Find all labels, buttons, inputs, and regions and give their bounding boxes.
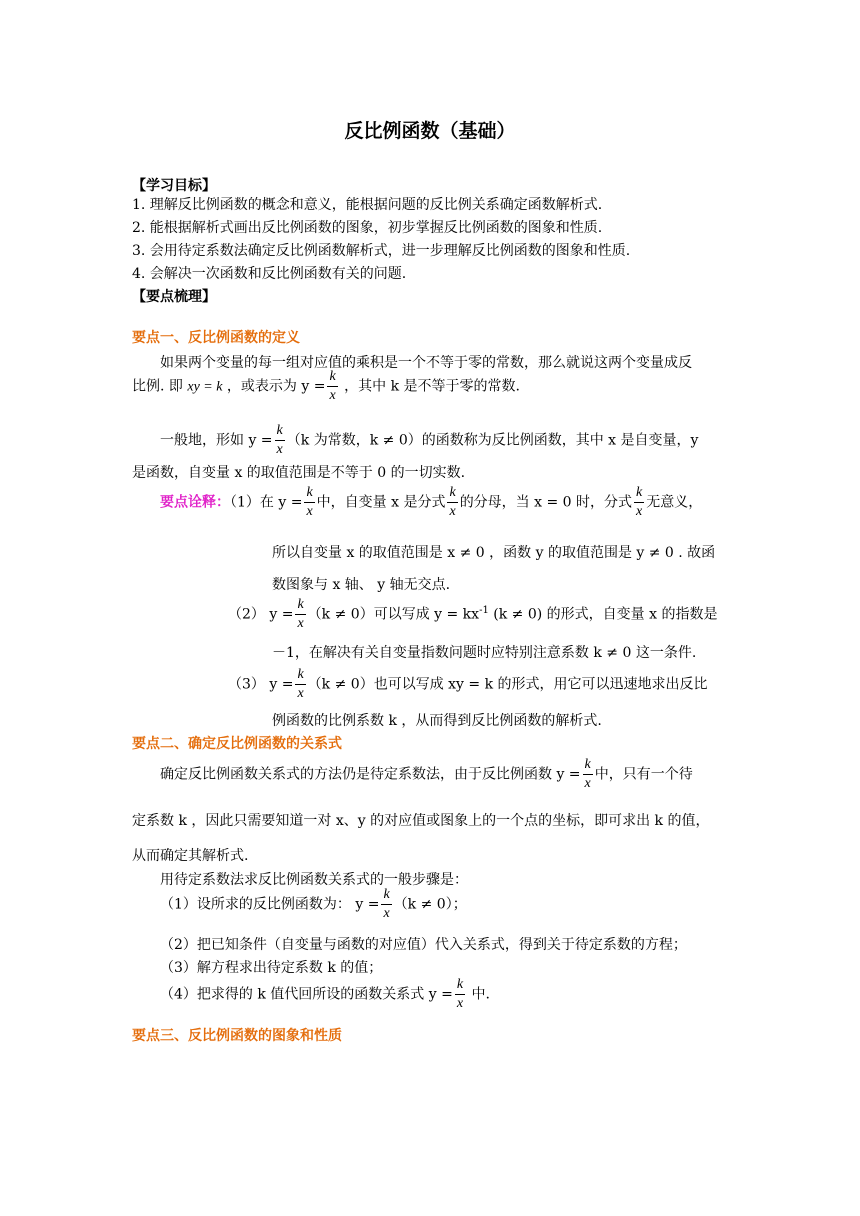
section2-paragraph: 定系数 k ，因此只需要知道一对 x、y 的对应值或图象上的一个点的坐标，即可求出 k 的值， (132, 813, 710, 829)
section2-paragraph: 确定反比例函数关系式的方法仍是待定系数法，由于反比例函数 y = $\frac{k}{x}$ 中，只有一个待 (160, 757, 693, 791)
section1-paragraph: 一般地，形如 y = $\frac{k}{x}$ （k 为常数，k ≠ 0）的函数称为反比例函数，其中 x 是自变量，y (160, 423, 699, 457)
section1-paragraph: 比例. 即 xy = k ，或表示为 y = $\frac{k}{x}$ ，其中 k 是不等于零的常数. (132, 369, 520, 403)
note-label: 要点诠释： (160, 494, 230, 511)
fraction-k-over-x: $\frac{k}{x}$ (456, 977, 464, 1011)
objective-item: 4. 会解决一次函数和反比例函数有关的问题. (132, 266, 407, 282)
note-3: （3） y = $\frac{k}{x}$ （k ≠ 0）也可以写成 xy = k 的形式，用它可以迅速地求出反比 (228, 667, 708, 701)
section2-heading: 要点二、确定反比例函数的关系式 (132, 736, 342, 752)
note-3-line: 例函数的比例系数 k ，从而得到反比例函数的解析式. (272, 713, 602, 729)
objective-item: 3. 会用待定系数法确定反比例函数解析式，进一步理解反比例函数的图象和性质. (132, 243, 631, 259)
fraction-k-over-x: $\frac{k}{x}$ (383, 887, 390, 921)
objective-item: 1. 理解反比例函数的概念和意义，能根据问题的反比例关系确定函数解析式. (132, 197, 603, 213)
fraction-k-over-x: $\frac{k}{x}$ (297, 667, 304, 701)
fraction-k-over-x: $\frac{k}{x}$ (329, 369, 336, 403)
note-1: 要点诠释：（1）在 y = $\frac{k}{x}$ 中，自变量 x 是分式 $\frac{k}{x}$ 的分母，当 x = 0 时，分式 $\frac{k}{x}$ 无意义， (160, 485, 703, 519)
section2-paragraph: 用待定系数法求反比例函数关系式的一般步骤是： (160, 872, 468, 888)
fraction-k-over-x: $\frac{k}{x}$ (584, 757, 591, 791)
section3-heading: 要点三、反比例函数的图象和性质 (132, 1028, 342, 1044)
section2-paragraph: 从而确定其解析式. (132, 848, 249, 864)
section1-paragraph: 如果两个变量的每一组对应值的乘积是一个不等于零的常数，那么就说这两个变量成反 (160, 355, 692, 371)
note-2: （2） y = $\frac{k}{x}$ （k ≠ 0）可以写成 $y = kx^{-1}$ (k ≠ 0) 的形式，自变量 x 的指数是 (228, 597, 718, 631)
step-3: （3）解方程求出待定系数 k 的值； (160, 960, 383, 976)
step-2: （2）把已知条件（自变量与函数的对应值）代入关系式，得到关于待定系数的方程； (160, 937, 687, 953)
fraction-k-over-x: $\frac{k}{x}$ (276, 423, 283, 457)
step-4: （4）把求得的 k 值代回所设的函数关系式 y = $\frac{k}{x}$ 中. (160, 977, 490, 1011)
section1-heading: 要点一、反比例函数的定义 (132, 330, 300, 346)
objectives-heading: 【学习目标】 (132, 178, 216, 194)
note-1-line: 所以自变量 x 的取值范围是 x ≠ 0 ，函数 y 的取值范围是 y ≠ 0 . 故函 (272, 545, 716, 561)
step-1: （1）设所求的反比例函数为： y = $\frac{k}{x}$ （k ≠ 0）； (160, 887, 467, 921)
fraction-k-over-x: $\frac{k}{x}$ (306, 485, 313, 519)
fraction-k-over-x: $\frac{k}{x}$ (636, 485, 643, 519)
fraction-k-over-x: $\frac{k}{x}$ (449, 485, 456, 519)
note-2-line: －1，在解决有关自变量指数问题时应特别注意系数 k ≠ 0 这一条件. (272, 645, 697, 661)
objective-item: 2. 能根据解析式画出反比例函数的图象，初步掌握反比例函数的图象和性质. (132, 220, 603, 236)
page-title: 反比例函数（基础） (344, 120, 516, 142)
points-heading: 【要点梳理】 (132, 289, 216, 305)
section1-paragraph: 是函数，自变量 x 的取值范围是不等于 0 的一切实数. (132, 465, 466, 481)
note-1-line: 数图象与 x 轴、 y 轴无交点. (272, 577, 451, 593)
fraction-k-over-x: $\frac{k}{x}$ (297, 597, 304, 631)
